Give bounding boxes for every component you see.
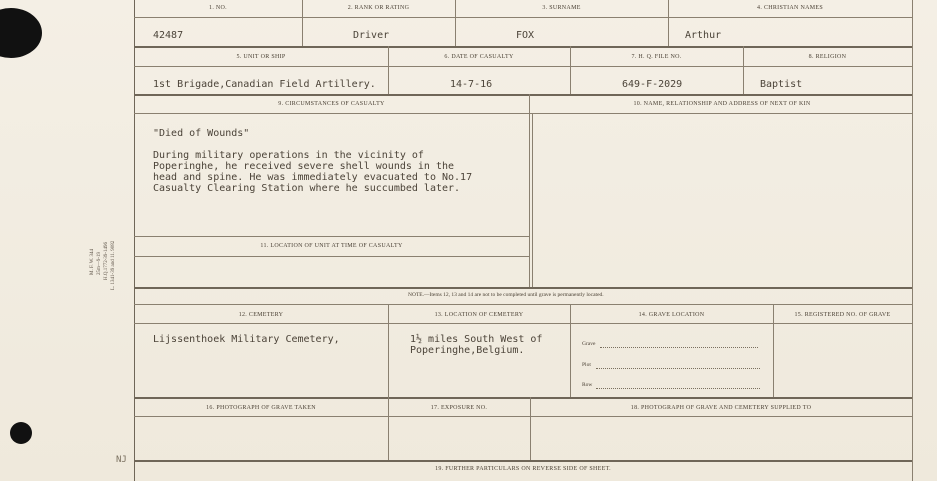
header-christian: 4. CHRISTIAN NAMES bbox=[757, 5, 823, 11]
value-cemetery: Lijssenthoek Military Cemetery, bbox=[153, 334, 340, 345]
header-no: 1. NO. bbox=[209, 5, 227, 11]
right-border bbox=[912, 0, 913, 481]
header-photo-supplied: 18. PHOTOGRAPH OF GRAVE AND CEMETERY SUPPLIED TO bbox=[630, 405, 812, 411]
header-photo-taken: 16. PHOTOGRAPH OF GRAVE TAKEN bbox=[206, 405, 316, 411]
value-surname: FOX bbox=[516, 30, 535, 41]
header-grave-location: 14. GRAVE LOCATION bbox=[638, 312, 705, 318]
header-registered-no: 15. REGISTERED NO. OF GRAVE bbox=[794, 312, 891, 318]
header-surname: 3. SURNAME bbox=[542, 5, 581, 11]
header-further-particulars: 19. FURTHER PARTICULARS ON REVERSE SIDE OF SHEET. bbox=[435, 466, 611, 472]
header-next-of-kin: 10. NAME, RELATIONSHIP AND ADDRESS OF NEXT OF KIN bbox=[633, 101, 811, 107]
header-unit: 5. UNIT OR SHIP bbox=[236, 54, 286, 60]
value-location-cemetery: 1½ miles South West of Poperinghe,Belgium. bbox=[410, 334, 543, 356]
header-hq: 7. H. Q. FILE NO. bbox=[631, 54, 682, 60]
circumstances-title: "Died of Wounds" bbox=[153, 128, 250, 139]
value-unit: 1st Brigade,Canadian Field Artillery. bbox=[153, 79, 376, 90]
side-print-1: M. F. W. 344 bbox=[90, 249, 95, 275]
header-circumstances: 9. CIRCUMSTANCES OF CASUALTY bbox=[278, 101, 385, 107]
note-text: NOTE.—Items 12, 13 and 14 are not to be completed until grave is permanently located. bbox=[408, 292, 604, 298]
header-cemetery: 12. CEMETERY bbox=[238, 312, 284, 318]
row-label: Row bbox=[582, 382, 593, 388]
header-exposure: 17. EXPOSURE NO. bbox=[430, 405, 488, 411]
value-rank: Driver bbox=[353, 30, 390, 41]
value-hq: 649-F-2029 bbox=[622, 79, 683, 90]
header-date: 6. DATE OF CASUALTY bbox=[444, 54, 514, 60]
value-religion: Baptist bbox=[760, 79, 803, 90]
header-rank: 2. RANK OR RATING bbox=[347, 5, 410, 11]
side-print-2: 25m—9-19 bbox=[97, 251, 102, 275]
punch-hole-bottom bbox=[10, 422, 32, 444]
circumstances-body: During military operations in the vicinity of Poperinghe, he received severe shell wounds in the head and spine. He was immediately evacuated to No.17 Casualty Clearing Station where he succumbed later. bbox=[153, 150, 473, 194]
punch-hole-top bbox=[0, 8, 42, 58]
value-date: 14-7-16 bbox=[450, 79, 493, 90]
side-print-4: L. 1341-39 and 11. 9082 bbox=[111, 240, 116, 290]
header-religion: 8. RELIGION bbox=[808, 54, 847, 60]
value-no: 42487 bbox=[153, 30, 184, 41]
grave-label: Grave bbox=[582, 341, 596, 347]
header-location-unit: 11. LOCATION OF UNIT AT TIME OF CASUALTY bbox=[260, 243, 403, 249]
plot-label: Plot bbox=[582, 362, 591, 368]
value-christian: Arthur bbox=[685, 30, 722, 41]
header-location-cemetery: 13. LOCATION OF CEMETERY bbox=[434, 312, 524, 318]
margin-initials: NJ bbox=[116, 455, 127, 465]
side-print-3: H.Q.1772-39-1496 bbox=[104, 241, 109, 280]
